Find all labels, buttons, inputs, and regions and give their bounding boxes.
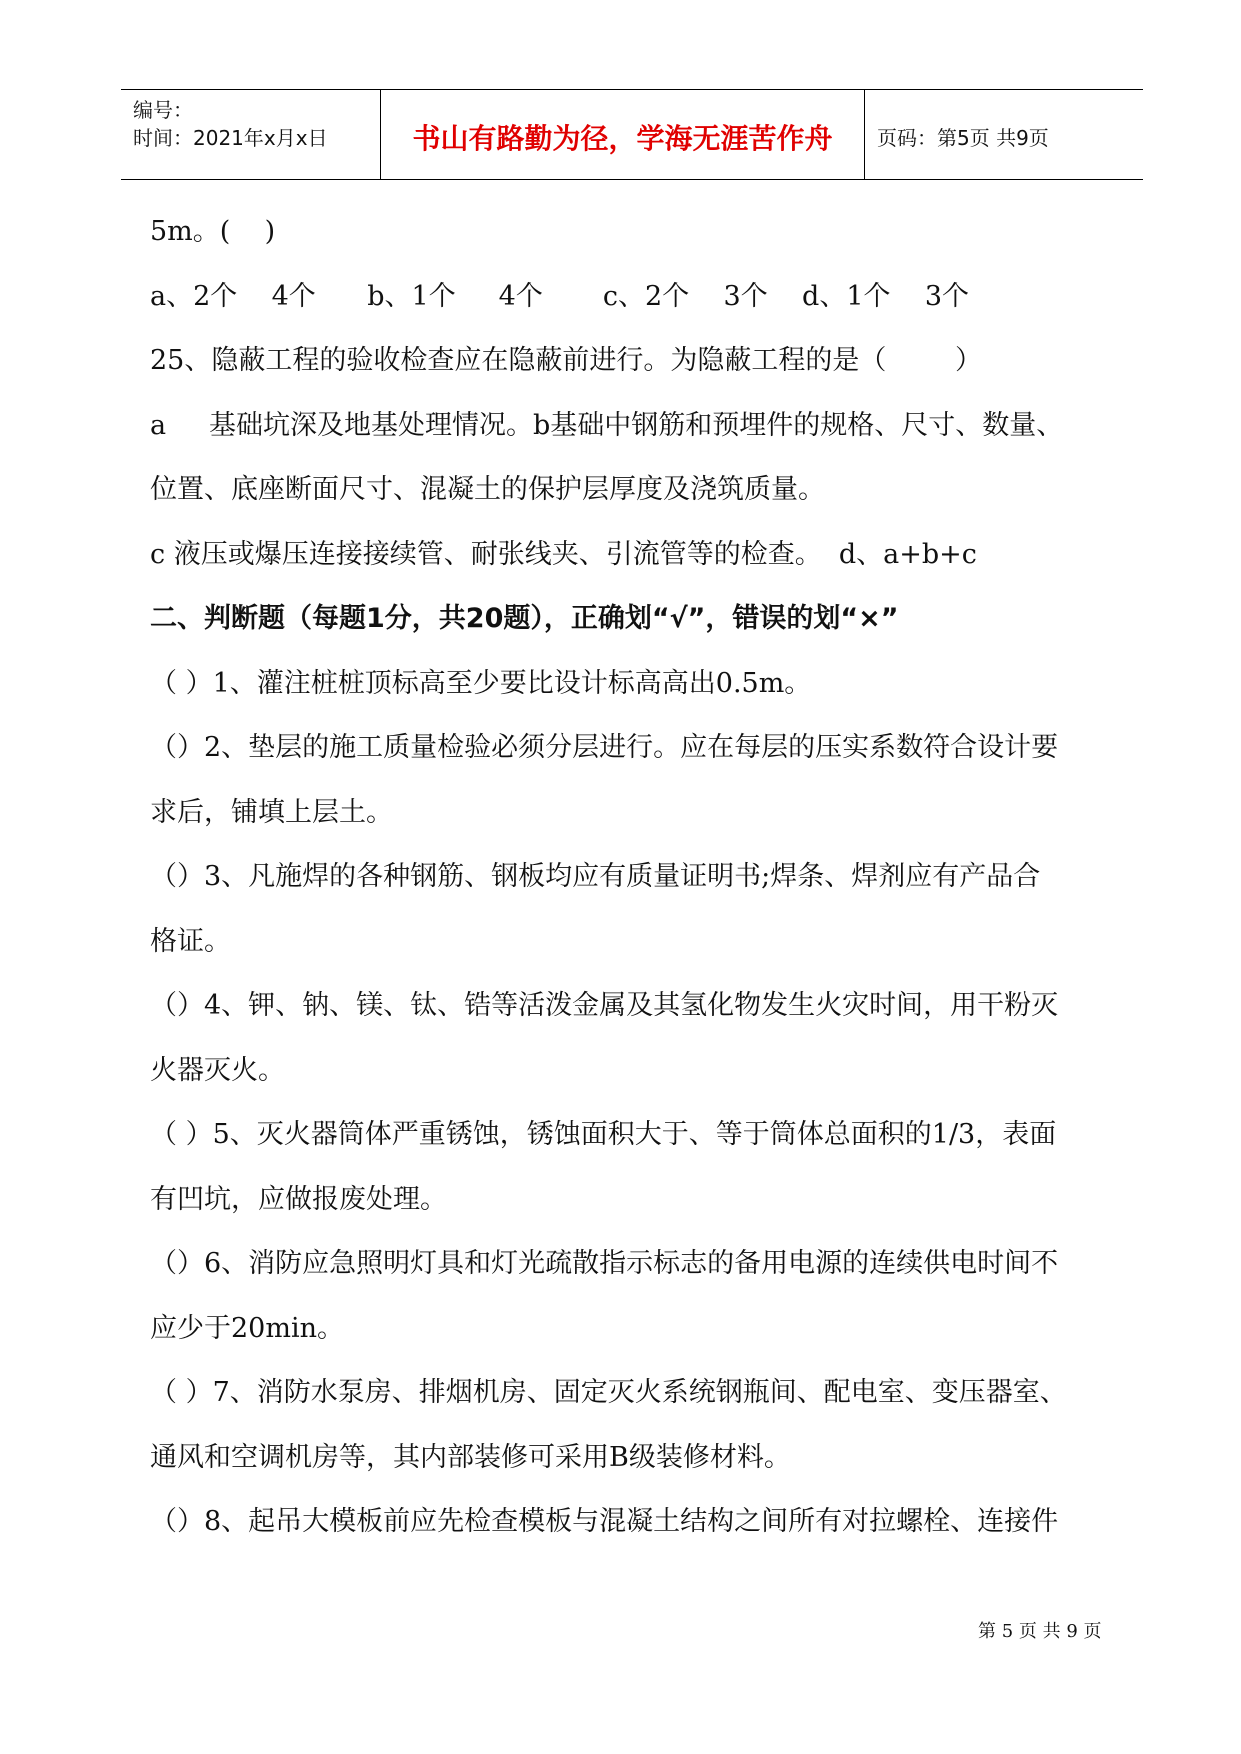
time-label: 时间：2021年x月x日 — [133, 126, 328, 150]
header-page-label: 页码：第5页 共9页 — [877, 126, 1049, 150]
text-line: a、2个 4个 b、1个 4个 c、2个 3个 d、1个 3个 — [150, 280, 970, 312]
text-line: 应少于20min。 — [150, 1312, 344, 1344]
text-line: 通风和空调机房等，其内部装修可采用B级装修材料。 — [150, 1441, 791, 1473]
header-meta — [121, 90, 381, 179]
question-25: 25、隐蔽工程的验收检查应在隐蔽前进行。为隐蔽工程的是（ ） — [150, 345, 983, 376]
text-line: （ ）5、灭火器筒体严重锈蚀，锈蚀面积大于、等于筒体总面积的1/3，表面 — [150, 1119, 1057, 1150]
text-line: （）4、钾、钠、镁、钛、锆等活泼金属及其氢化物发生火灾时间，用干粉灭 — [150, 990, 1059, 1021]
text-line: a 基础坑深及地基处理情况。b基础中钢筋和预埋件的规格、尺寸、数量、 — [150, 409, 1064, 441]
text-line: （）2、垫层的施工质量检验必须分层进行。应在每层的压实系数符合设计要 — [150, 732, 1059, 763]
number-label: 编号： — [133, 98, 193, 122]
header-motto: 书山有路勤为径，学海无涯苦作舟 — [381, 90, 865, 179]
text-line: 火器灭火。 — [150, 1054, 285, 1086]
text-line: c 液压或爆压连接接续管、耐张线夹、引流管等的检查。 d、a+b+c — [150, 538, 977, 570]
text-line: （）6、消防应急照明灯具和灯光疏散指示标志的备用电源的连续供电时间不 — [150, 1248, 1059, 1279]
page-footer: 第 5 页 共 9 页 — [978, 1621, 1102, 1642]
text-line: 有凹坑，应做报废处理。 — [150, 1183, 447, 1215]
text-line: 位置、底座断面尺寸、混凝土的保护层厚度及浇筑质量。 — [150, 474, 825, 505]
text-line: （ ）7、消防水泵房、排烟机房、固定灭火系统钢瓶间、配电室、变压器室、 — [150, 1377, 1067, 1408]
text-line: 求后，铺填上层土。 — [150, 796, 393, 828]
text-line: 格证。 — [150, 925, 231, 957]
document-body — [150, 200, 1118, 1555]
text-line: 5m。( ) — [150, 216, 276, 247]
section-heading: 二、判断题（每题1分，共20题），正确划“√”，错误的划“×” — [150, 603, 899, 634]
text-line: （）8、起吊大模板前应先检查模板与混凝土结构之间所有对拉螺栓、连接件 — [150, 1506, 1059, 1537]
text-line: （ ）1、灌注桩桩顶标高至少要比设计标高高出0.5m。 — [150, 667, 812, 699]
page-header — [121, 89, 1143, 180]
text-line: （）3、凡施焊的各种钢筋、钢板均应有质量证明书;焊条、焊剂应有产品合 — [150, 861, 1041, 892]
